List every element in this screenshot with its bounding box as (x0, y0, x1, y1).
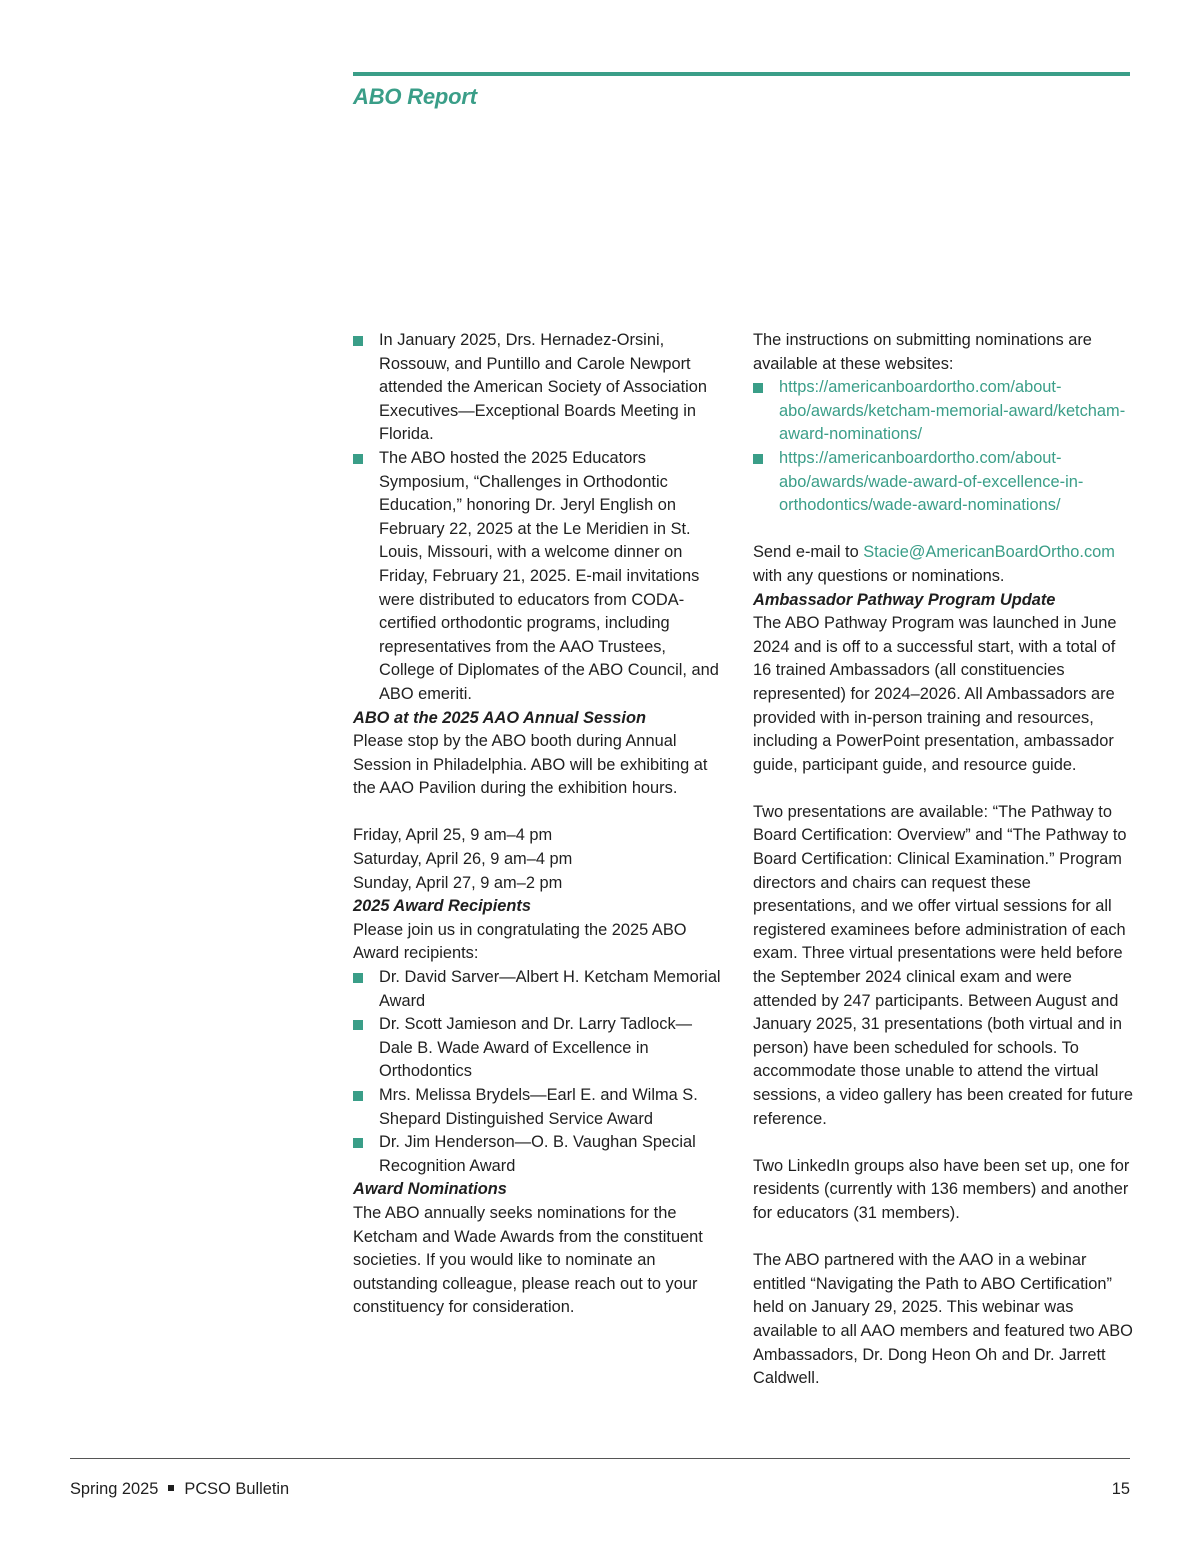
list-item-text: Dr. David Sarver—Albert H. Ketcham Memorial Award (379, 968, 721, 1010)
ketcham-nominations-link[interactable]: https://americanboardortho.com/about-abo/awards/ketcham-memorial-award/ketcham-award-nominations/ (779, 378, 1126, 444)
nomination-instructions: The instructions on submitting nominations are available at these websites: (753, 331, 1092, 373)
square-bullet-icon (353, 1020, 363, 1030)
footer-publication-name: PCSO Bulletin (184, 1480, 290, 1498)
list-item (353, 966, 725, 1013)
footer-issue: Spring 2025 (70, 1480, 159, 1498)
email-prefix: Send e-mail to (753, 543, 864, 562)
square-bullet-icon (353, 1138, 363, 1148)
left-column (353, 329, 725, 1320)
page-number: 15 (1111, 1480, 1130, 1498)
exhibit-hours-line: Sunday, April 27, 9 am–2 pm (353, 873, 563, 892)
list-item (753, 376, 1133, 447)
award-recipients-body: Please join us in congratulating the 2025 ABO Award recipients: (353, 920, 687, 963)
square-bullet-icon (353, 1091, 363, 1101)
list-item-text: Mrs. Melissa Brydels—Earl E. and Wilma S. Shepard Distinguished Service Award (379, 1086, 698, 1128)
email-suffix: with any questions or nominations. (753, 566, 1005, 585)
section-title: ABO Report (353, 84, 477, 109)
right-column (753, 329, 1133, 1391)
list-item (353, 1131, 725, 1178)
list-item (753, 447, 1133, 518)
award-recipients-list (353, 966, 725, 1178)
award-nominations-body: The ABO annually seeks nominations for the Ketcham and Wade Awards from the constituent societies. If you would like to nominate an outstanding colleague, please reach out to your constituency for consideration. (353, 1203, 703, 1317)
exhibit-hours (353, 824, 725, 895)
intro-bullet-list (353, 329, 725, 707)
ambassador-paragraph: Two presentations are available: “The Pathway to Board Certification: Overview” and “The Pathway to Board Certification: Clinical Examination.” Program directors and chairs can request these presentations, and we offer virtual sessions for all registered examinees before administration of each exam. Three virtual presentations were held before the September 2024 clinical exam and were attended by 247 participants. Between August and January 2025, 31 presentations (both virtual and in person) have been scheduled for schools. To accommodate those unable to attend the virtual sessions, a video gallery has been created for future reference. (753, 802, 1133, 1128)
footer-rule (70, 1458, 1130, 1459)
ambassador-paragraph: The ABO Pathway Program was launched in June 2024 and is off to a successful start, with a total of 16 trained Ambassadors (all constituencies represented) for 2024–2026. All Ambassadors are provided with in-person training and resources, including a PowerPoint presentation, ambassador guide, participant guide, and resource guide. (753, 614, 1117, 774)
ambassador-paragraph: The ABO partnered with the AAO in a webinar entitled “Navigating the Path to ABO Certification” held on January 29, 2025. This webinar was available to all AAO members and featured two ABO Ambassadors, Dr. Dong Heon Oh and Dr. Jarrett Caldwell. (753, 1251, 1133, 1388)
email-paragraph (753, 541, 1133, 588)
ambassador-paragraph: Two LinkedIn groups also have been set up, one for residents (currently with 136 members) and another for educators (31 members). (753, 1156, 1130, 1222)
contact-email-link[interactable]: Stacie@AmericanBoardOrtho.com (863, 543, 1115, 562)
list-item-text: The ABO hosted the 2025 Educators Symposium, “Challenges in Orthodontic Education,” honoring Dr. Jeryl English on February 22, 2025 at the Le Meridien in St. Louis, Missouri, with a welcome dinner on Friday, February 21, 2025. E-mail invitations were distributed to educators from CODA-certified orthodontic programs, including representatives from the AAO Trustees, College of Diplomates of the ABO Council, and ABO emeriti. (379, 448, 719, 703)
square-bullet-icon (353, 454, 363, 464)
exhibit-hours-line: Saturday, April 26, 9 am–4 pm (353, 850, 573, 869)
square-bullet-icon (753, 454, 763, 464)
square-bullet-icon (353, 973, 363, 983)
list-item (353, 1013, 725, 1084)
ambassador-heading: Ambassador Pathway Program Update (753, 590, 1056, 609)
list-item (353, 329, 725, 447)
square-bullet-icon (753, 383, 763, 393)
header-rule (353, 72, 1130, 76)
list-item-text: Dr. Jim Henderson—O. B. Vaughan Special Recognition Award (379, 1133, 696, 1175)
annual-session-body: Please stop by the ABO booth during Annual Session in Philadelphia. ABO will be exhibiting at the AAO Pavilion during the exhibition hours. (353, 732, 708, 798)
list-item-text: Dr. Scott Jamieson and Dr. Larry Tadlock—Dale B. Wade Award of Excellence in Orthodontics (379, 1015, 693, 1081)
annual-session-heading: ABO at the 2025 AAO Annual Session (353, 708, 646, 727)
award-recipients-heading: 2025 Award Recipients (353, 897, 531, 916)
square-separator-icon (168, 1485, 174, 1491)
square-bullet-icon (353, 336, 363, 346)
footer-publication (70, 1480, 289, 1499)
award-nominations-heading: Award Nominations (353, 1180, 507, 1199)
list-item (353, 447, 725, 707)
wade-nominations-link[interactable]: https://americanboardortho.com/about-abo/awards/wade-award-of-excellence-in-orthodontics/wade-award-nominations/ (779, 448, 1084, 515)
nomination-links-list (753, 376, 1133, 518)
list-item (353, 1084, 725, 1131)
list-item-text: In January 2025, Drs. Hernadez-Orsini, Rossouw, and Puntillo and Carole Newport attended the American Society of Association Executives—Exceptional Boards Meeting in Florida. (379, 331, 708, 444)
exhibit-hours-line: Friday, April 25, 9 am–4 pm (353, 826, 553, 845)
